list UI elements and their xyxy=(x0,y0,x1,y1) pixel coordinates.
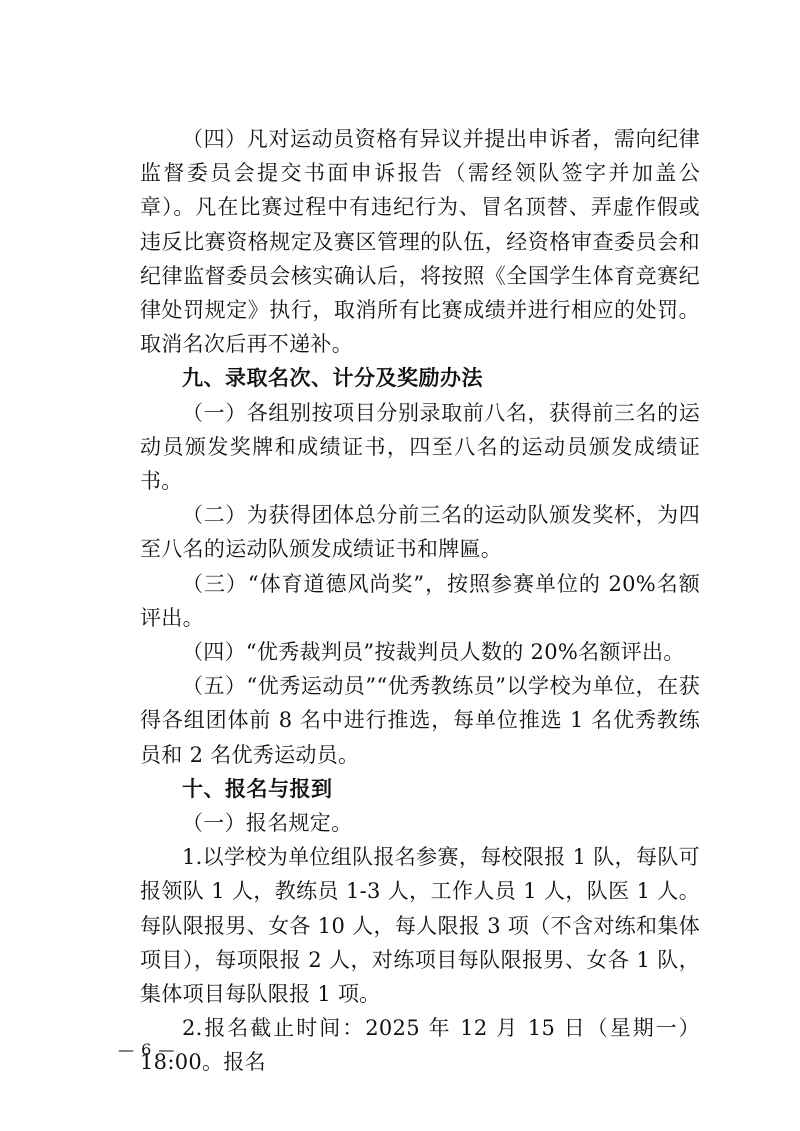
page-number: — 6 — xyxy=(118,1040,176,1059)
paragraph-appeal: （四）凡对运动员资格有异议并提出申诉者，需向纪律监督委员会提交书面申诉报告（需经领队签字并加盖公章）。凡在比赛过程中有违纪行为、冒名顶替、弄虚作假或违反比赛资格规定及赛区管理的队伍，经资格审查委员会和纪律监督委员会核实确认后，将按照《全国学生体育竞赛纪律处罚规定》执行，取消所有比赛成绩并进行相应的处罚。取消名次后再不递补。 xyxy=(140,127,700,357)
paragraph-ranking-4: （四）“优秀裁判员”按裁判员人数的 20%名额评出。 xyxy=(182,640,685,665)
paragraph-registration-1: 1.以学校为单位组队报名参赛，每校限报 1 队，每队可报领队 1 人，教练员 1-3 人，工作人员 1 人，队医 1 人。每队限报男、女各 10 人，每人限报 3 项（不含对练和集体项目），每项限报 2 人，对练项目每队限报男、女各 1 队，集体项目每队限报 1 项。 xyxy=(140,845,700,1007)
paragraph-registration-2: 2.报名截止时间：2025 年 12 月 15 日（星期一）18:00。报名 xyxy=(140,1016,700,1075)
paragraph-ranking-3: （三）“体育道德风尚奖”，按照参赛单位的 20%名额评出。 xyxy=(140,571,700,630)
paragraph-ranking-1: （一）各组别按项目分别录取前八名，获得前三名的运动员颁发奖牌和成绩证书，四至八名的运动员颁发成绩证书。 xyxy=(140,400,700,494)
paragraph-registration-rules: （一）报名规定。 xyxy=(182,811,353,836)
section-heading-registration: 十、报名与报到 xyxy=(182,776,333,801)
paragraph-ranking-5: （五）“优秀运动员”“优秀教练员”以学校为单位，在获得各组团体前 8 名中进行推选，每单位推选 1 名优秀教练员和 2 名优秀运动员。 xyxy=(140,674,700,767)
document-body xyxy=(140,122,700,1080)
paragraph-ranking-2: （二）为获得团体总分前三名的运动队颁发奖杯，为四至八名的运动队颁发成绩证书和牌匾。 xyxy=(140,503,700,562)
section-heading-ranking: 九、录取名次、计分及奖励办法 xyxy=(182,366,483,391)
